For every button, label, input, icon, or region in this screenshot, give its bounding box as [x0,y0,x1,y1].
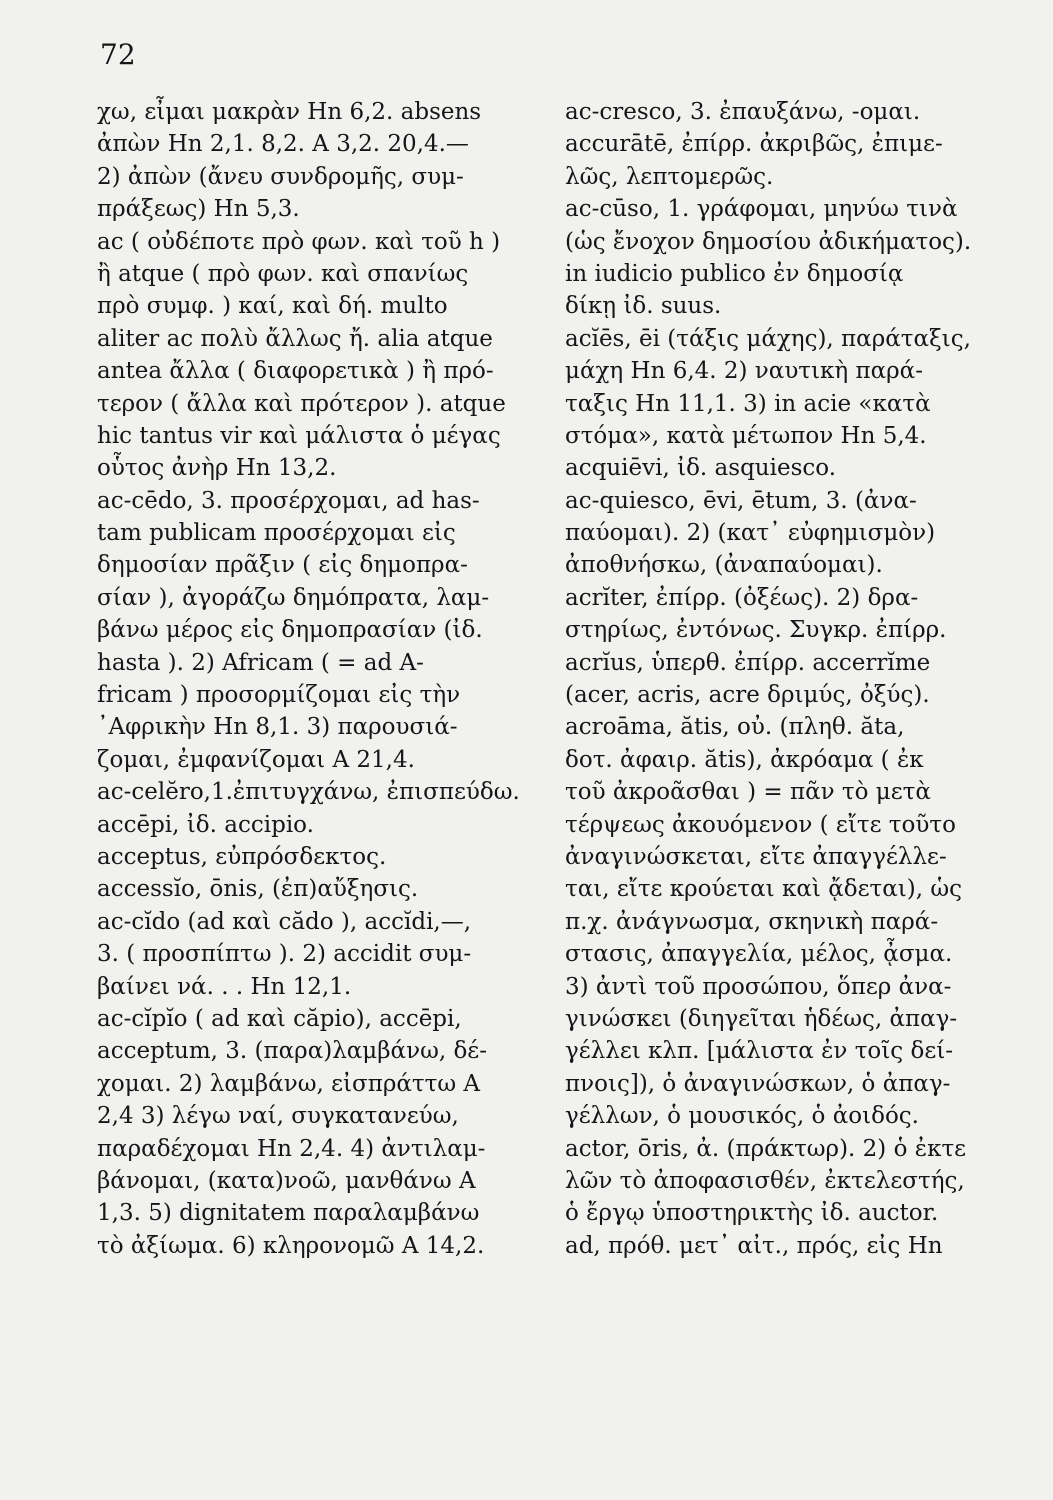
text-line: τὸ ἀξίωμα. 6) κληρονομῶ A 14,2. [97,1232,485,1259]
text-line: ταξις Hn 11,1. 3) in acie «κατὰ [565,390,931,417]
text-line: π.χ. ἀνάγνωσμα, σκηνικὴ παρά- [565,908,939,935]
text-line: accessĭo, ōnis, (ἐπ)αὔξησις. [97,876,419,903]
text-line: 1,3. 5) dignitatem παραλαμβάνω [97,1200,480,1227]
text-line: δοτ. ἀφαιρ. ătis), ἀκρόαμα ( ἐκ [565,746,924,773]
text-line: παύομαι). 2) (κατ᾿ εὐφημισμὸν) [565,520,936,547]
text-line: δημοσίαν πρᾶξιν ( εἰς δημοπρα- [97,552,468,579]
text-line: actor, ōris, ἀ. (πράκτωρ). 2) ὁ ἐκτε [565,1135,967,1162]
text-line: acrĭter, ἐπίρρ. (ὀξέως). 2) δρα- [565,584,919,611]
text-line: στόμα», κατὰ μέτωπον Hn 5,4. [565,422,927,449]
text-line: antea ἄλλα ( διαφορετικὰ ) ἢ πρό- [97,358,494,385]
text-line: acceptus, εὐπρόσδεκτος. [97,843,387,870]
text-line: ac-celĕro,1.ἐπιτυγχάνω, ἐπισπεύδω. [97,779,520,806]
text-line: βαίνει νά. . . Hn 12,1. [97,973,352,1000]
text-line: ac-quiesco, ēvi, ētum, 3. (ἀνα- [565,487,917,514]
text-line: δίκῃ ἰδ. suus. [565,293,722,320]
text-line: ὁ ἔργῳ ὑποστηρικτὴς ἰδ. auctor. [565,1200,939,1227]
text-line: acroāma, ătis, οὐ. (πληθ. ăta, [565,714,905,741]
text-line: ac-cĭpĭo ( ad καὶ căpio), accēpi, [97,1005,462,1032]
text-line: ac ( οὐδέποτε πρὸ φων. καὶ τοῦ h ) [97,228,501,255]
text-line: στασις, ἀπαγγελία, μέλος, ᾆσμα. [565,941,953,968]
text-line: ἀπὼν Hn 2,1. 8,2. A 3,2. 20,4.— [97,131,469,158]
text-line: in iudicio publico ἐν δημοσίᾳ [565,260,904,287]
text-line: χομαι. 2) λαμβάνω, εἰσπράττω A [97,1070,480,1097]
text-line: ἀποθνήσκω, (ἀναπαύομαι). [565,552,883,579]
text-line: hic tantus vir καὶ μάλιστα ὁ μέγας [97,422,501,449]
text-line: τέρψεως ἀκουόμενον ( εἴτε τοῦτο [565,811,956,838]
text-line: σίαν ), ἀγοράζω δημόπρατα, λαμ- [97,584,490,611]
page-number: 72 [100,38,136,71]
text-line: 2,4 3) λέγω ναί, συγκατανεύω, [97,1103,459,1130]
text-line: acquiēvi, ἰδ. asquiesco. [565,455,837,482]
text-line: fricam ) προσορμίζομαι εἰς τὴν [97,682,461,709]
text-line: tam publicam προσέρχομαι εἰς [97,520,456,547]
text-line: acĭēs, ēi (τάξις μάχης), παράταξις, [565,325,971,352]
text-line: πνοις]), ὁ ἀναγινώσκων, ὁ ἀπαγ- [565,1070,951,1097]
text-line: ad, πρόθ. μετ᾿ αἰτ., πρός, εἰς Hn [565,1232,943,1259]
text-line: βάνω μέρος εἰς δημοπρασίαν (ἰδ. [97,617,483,644]
text-line: λῶν τὸ ἀποφασισθέν, ἐκτελεστής, [565,1167,965,1194]
text-line: πράξεως) Hn 5,3. [97,196,300,223]
text-line: aliter ac πολὺ ἄλλως ἤ. alia atque [97,325,493,352]
text-line: 2) ἀπὼν (ἄνευ συνδρομῆς, συμ- [97,163,464,190]
text-line: στηρίως, ἐντόνως. Συγκρ. ἐπίρρ. [565,617,947,644]
text-line: βάνομαι, (κατα)νοῶ, μανθάνω A [97,1167,476,1194]
text-line: λῶς, λεπτομερῶς. [565,163,774,190]
text-line: ac-cresco, 3. ἐπαυξάνω, -ομαι. [565,99,921,125]
text-line: μάχη Hn 6,4. 2) ναυτικὴ παρά- [565,358,923,385]
left-column [97,96,537,1262]
text-line: ζομαι, ἐμφανίζομαι A 21,4. [97,746,415,773]
text-line: ac-cūso, 1. γράφομαι, μηνύω τινὰ [565,196,958,223]
text-line: τερον ( ἄλλα καὶ πρότερον ). atque [97,390,506,417]
text-line: οὗτος ἀνὴρ Hn 13,2. [97,455,337,482]
text-line: (acer, acris, acre δριμύς, ὀξύς). [565,682,930,709]
text-line: accēpi, ἰδ. accipio. [97,811,314,838]
text-line: (ὡς ἔνοχον δημοσίου ἀδικήματος). [565,228,972,255]
text-line: acrĭus, ὑπερθ. ἐπίρρ. accerrĭme [565,649,931,676]
text-line: ται, εἴτε κρούεται καὶ ᾄδεται), ὡς [565,876,963,903]
text-line: ἀναγινώσκεται, εἴτε ἀπαγγέλλε- [565,843,947,870]
text-line: ac-cĭdo (ad καὶ cădo ), accĭdi,—, [97,908,472,935]
right-column [565,96,1010,1262]
text-line: γέλλει κλπ. [μάλιστα ἐν τοῖς δεί- [565,1038,954,1065]
text-line: ac-cēdo, 3. προσέρχομαι, ad has- [97,487,480,514]
text-line: πρὸ συμφ. ) καί, καὶ δή. multo [97,293,448,320]
text-line: accurātē, ἐπίρρ. ἀκριβῶς, ἐπιμε- [565,131,943,158]
text-line: ᾿Αφρικὴν Hn 8,1. 3) παρουσιά- [97,714,458,741]
text-line: γέλλων, ὁ μουσικός, ὁ ἀοιδός. [565,1103,919,1130]
text-line: hasta ). 2) Africam ( = ad A- [97,649,424,676]
text-line: acceptum, 3. (παρα)λαμβάνω, δέ- [97,1038,487,1065]
text-line: 3) ἀντὶ τοῦ προσώπου, ὅπερ ἀνα- [565,973,952,1000]
text-line: γινώσκει (διηγεῖται ἡδέως, ἀπαγ- [565,1005,958,1032]
text-line: ἢ atque ( πρὸ φων. καὶ σπανίως [97,260,469,287]
text-line: 3. ( προσπίπτω ). 2) accidit συμ- [97,941,472,968]
text-line: χω, εἶμαι μακρὰν Hn 6,2. absens [97,99,482,125]
text-line: τοῦ ἀκροᾶσθαι ) = πᾶν τὸ μετὰ [565,779,931,806]
text-line: παραδέχομαι Hn 2,4. 4) ἀντιλαμ- [97,1135,486,1162]
